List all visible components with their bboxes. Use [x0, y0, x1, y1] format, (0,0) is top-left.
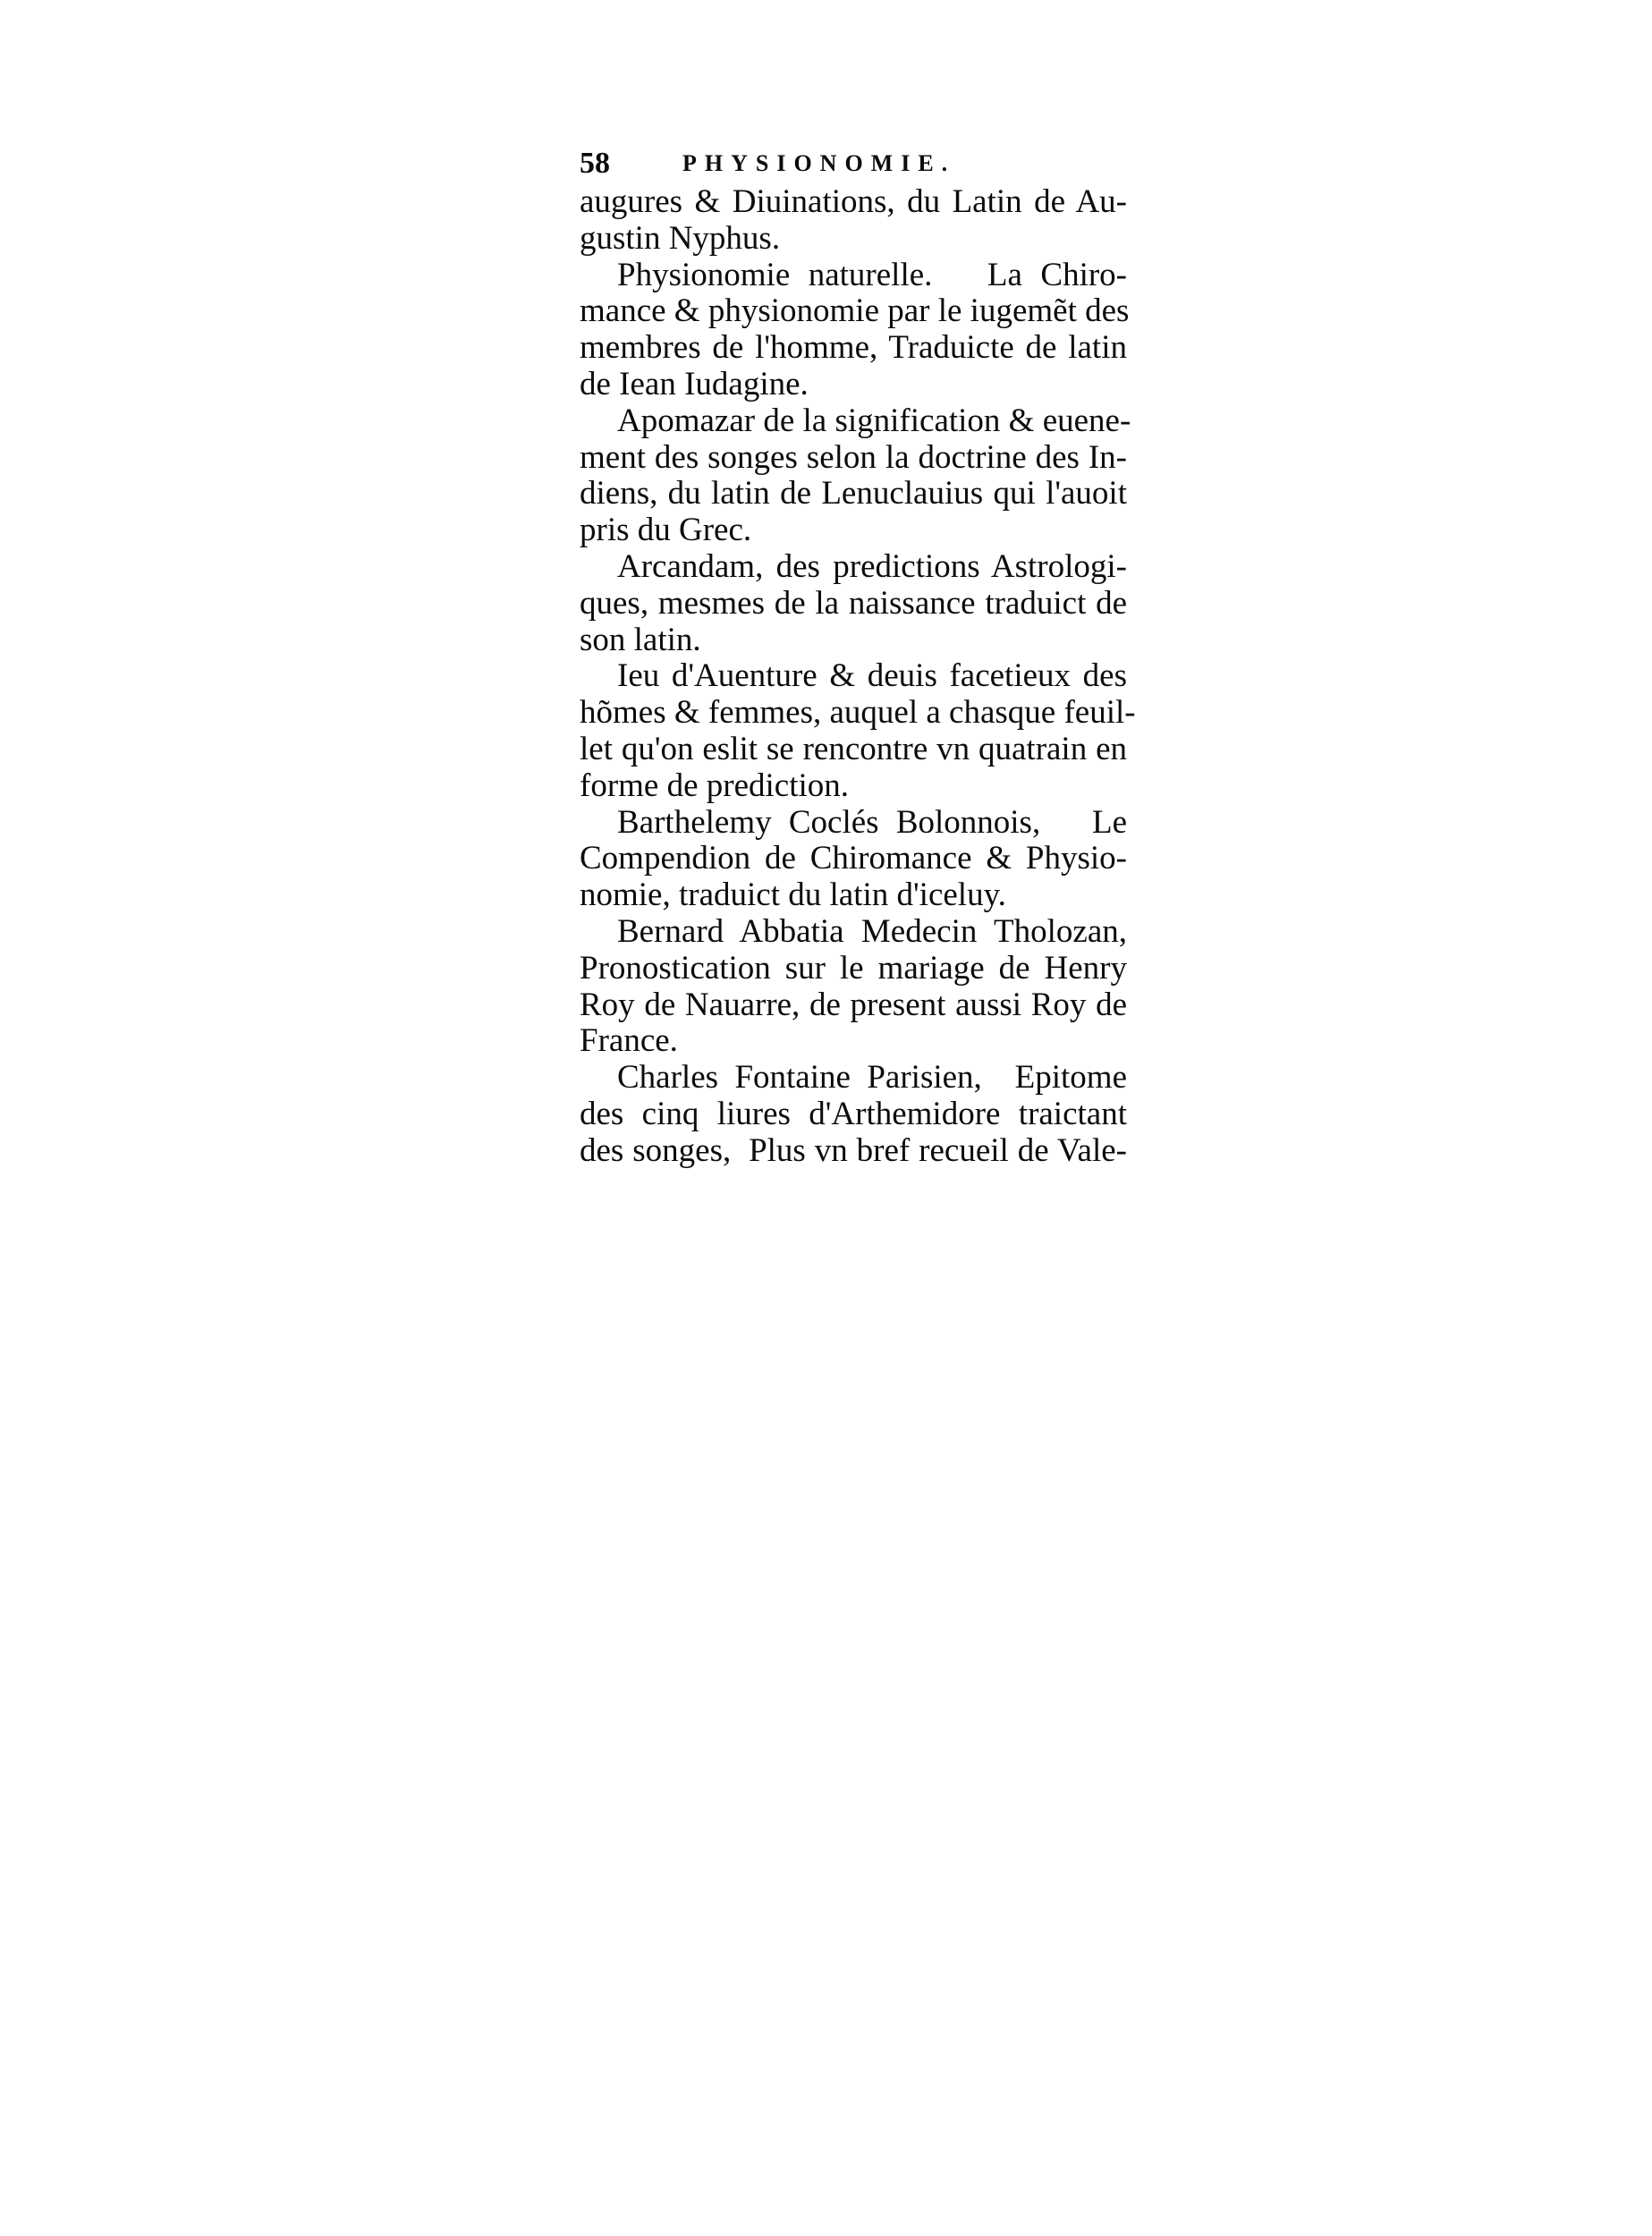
- text-line: Bernard Abbatia Medecin Tholozan,: [617, 912, 1127, 950]
- text-line: mance & physionomie par le iugemẽt des: [580, 292, 1130, 330]
- text-line: forme de prediction.: [580, 767, 850, 804]
- text-line: Physionomie naturelle. La Chiro-: [617, 256, 1127, 293]
- text-line: nomie, traduict du latin d'iceluy.: [580, 877, 1006, 914]
- text-line: Barthelemy Coclés Bolonnois, Le: [617, 803, 1127, 841]
- text-line: augures & Diuinations, du Latin de Au-: [580, 183, 1127, 220]
- text-line: son latin.: [580, 621, 701, 658]
- text-line: Ieu d'Auenture & deuis facetieux des: [617, 657, 1127, 695]
- text-line: des cinq liures d'Arthemidore traictant: [580, 1095, 1127, 1132]
- running-head: [580, 143, 1127, 184]
- text-line: Charles Fontaine Parisien, Epitome: [617, 1059, 1127, 1097]
- text-line: pris du Grec.: [580, 512, 752, 549]
- text-block: [580, 143, 1136, 1170]
- text-line: France.: [580, 1022, 678, 1060]
- text-line: ment des songes selon la doctrine des In-: [580, 438, 1127, 476]
- text-line: Apomazar de la signification & euene-: [617, 402, 1131, 439]
- text-line: membres de l'homme, Traduicte de latin: [580, 329, 1127, 367]
- text-line: gustin Nyphus.: [580, 219, 781, 257]
- text-line: Pronostication sur le mariage de Henry: [580, 949, 1127, 987]
- page-number: 58: [580, 147, 610, 180]
- text-line: let qu'on eslit se rencontre vn quatrain en: [580, 730, 1127, 767]
- text-line: Compendion de Chiromance & Physio-: [580, 840, 1127, 877]
- running-title: PHYSIONOMIE.: [682, 150, 956, 176]
- text-line: ques, mesmes de la naissance traduict de: [580, 584, 1127, 622]
- text-line: de Iean Iudagine.: [580, 365, 809, 402]
- text-line: Arcandam, des predictions Astrologi-: [617, 547, 1127, 585]
- text-line: Roy de Nauarre, de present aussi Roy de: [580, 986, 1127, 1023]
- text-line: des songes, Plus vn bref recueil de Vale-: [580, 1131, 1127, 1169]
- text-line: hõmes & femmes, auquel a chasque feuil-: [580, 694, 1136, 732]
- text-line: diens, du latin de Lenuclauius qui l'auoit: [580, 475, 1127, 512]
